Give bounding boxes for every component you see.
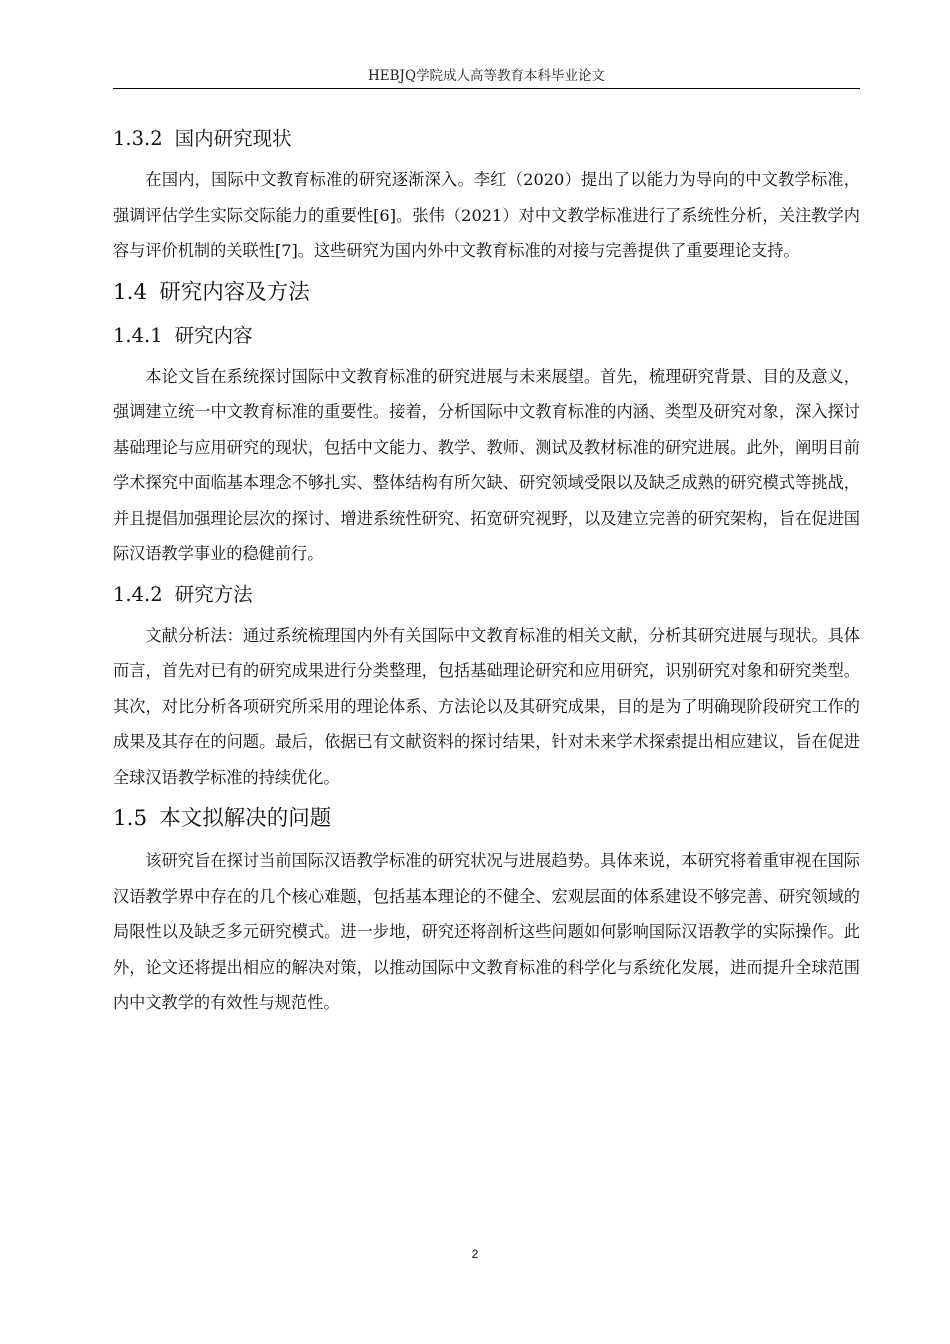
paragraph-1-3-2: 在国内，国际中文教育标准的研究逐渐深入。李红（2020）提出了以能力为导向的中文教学标准，强调评估学生实际交际能力的重要性[6]。张伟（2021）对中文教学标准进行了系统性分析，关注教学内容与评价机制的关联性[7]。这些研究为国内外中文教育标准的对接与完善提供了重要理论支持。	[113, 170, 860, 260]
heading-number: 1.3.2	[113, 127, 163, 150]
page-number: 2	[471, 1247, 479, 1261]
heading-title: 国内研究现状	[174, 127, 292, 150]
heading-number: 1.4.1	[113, 323, 163, 347]
heading-title: 研究内容及方法	[159, 279, 310, 305]
running-header: HEBJQ学院成人高等教育本科毕业论文	[367, 68, 606, 84]
heading-1-4-1	[113, 317, 860, 355]
heading-title: 研究方法	[174, 582, 253, 606]
heading-1-4	[113, 273, 860, 313]
header-rule	[113, 88, 860, 89]
paragraph-1-4-2: 文献分析法：通过系统梳理国内外有关国际中文教育标准的相关文献，分析其研究进展与现状。具体而言，首先对已有的研究成果进行分类整理，包括基础理论研究和应用研究，识别研究对象和研究类型。其次，对比分析各项研究所采用的理论体系、方法论以及其研究成果，目的是为了明确现阶段研究工作的成果及其存在的问题。最后，依据已有文献资料的探讨结果，针对未来学术探索提出相应建议，旨在促进全球汉语教学标准的持续优化。	[113, 625, 860, 787]
heading-1-3-2	[113, 120, 860, 158]
heading-number: 1.4.2	[113, 582, 163, 606]
heading-1-4-2	[113, 576, 860, 614]
heading-title: 研究内容	[174, 323, 253, 347]
heading-1-5	[113, 799, 860, 839]
heading-number: 1.5	[113, 806, 148, 831]
page-content	[113, 120, 860, 1021]
paragraph-1-4-1: 本论文旨在系统探讨国际中文教育标准的研究进展与未来展望。首先，梳理研究背景、目的及意义，强调建立统一中文教育标准的重要性。接着，分析国际中文教育标准的内涵、类型及研究对象，深入探讨基础理论与应用研究的现状，包括中文能力、教学、教师、测试及教材标准的研究进展。此外，阐明目前学术探究中面临基本理念不够扎实、整体结构有所欠缺、研究领域受限以及缺乏成熟的研究模式等挑战，并且提倡加强理论层次的探讨、增进系统性研究、拓宽研究视野，以及建立完善的研究架构，旨在促进国际汉语教学事业的稳健前行。	[113, 366, 860, 563]
paragraph-1-5: 该研究旨在探讨当前国际汉语教学标准的研究状况与进展趋势。具体来说，本研究将着重审视在国际汉语教学界中存在的几个核心难题，包括基本理论的不健全、宏观层面的体系建设不够完善、研究领域的局限性以及缺乏多元研究模式。进一步地，研究还将剖析这些问题如何影响国际汉语教学的实际操作。此外，论文还将提出相应的解决对策，以推动国际中文教育标准的科学化与系统化发展，进而提升全球范围内中文教学的有效性与规范性。	[113, 851, 860, 1012]
heading-title: 本文拟解决的问题	[159, 806, 332, 831]
heading-number: 1.4	[113, 279, 148, 305]
